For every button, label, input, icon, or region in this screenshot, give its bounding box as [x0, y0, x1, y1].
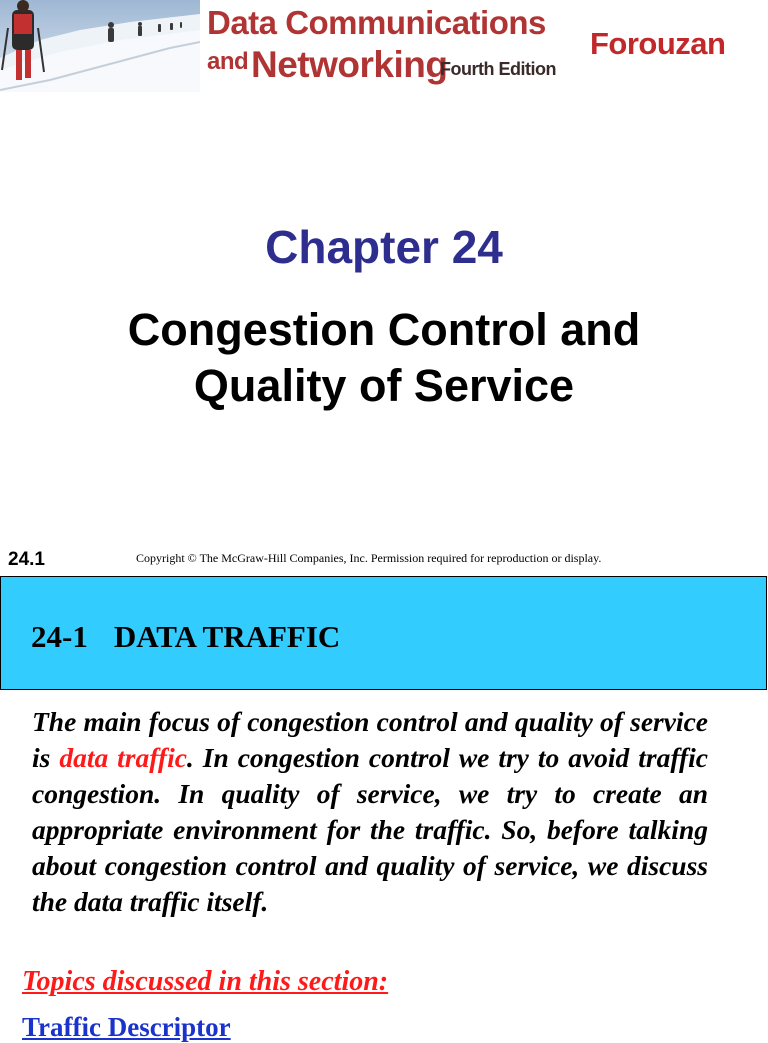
body-highlight: data traffic [59, 742, 187, 773]
chapter-title-line2: Quality of Service [193, 360, 575, 411]
banner-photo [0, 0, 200, 92]
book-title-networking: Networking [251, 44, 448, 85]
section-name: DATA TRAFFIC [113, 619, 341, 654]
body-text-end: . In congestion control we try to avoid traffic congestion. In quality of service, we try to create an appropriate environment for the traffic. So, before talking about congestion control and quality of service, we discuss the data traffic itself. [32, 742, 708, 917]
book-title-line1: Data Communications [207, 4, 546, 41]
book-edition: Fourth Edition [440, 59, 556, 79]
chapter-number: Chapter 24 [265, 221, 503, 273]
section-body [32, 704, 708, 920]
book-author: Forouzan [590, 26, 726, 61]
topic-link-traffic-descriptor[interactable]: Traffic Descriptor [22, 1012, 231, 1042]
chapter-title [0, 302, 768, 414]
section-header [0, 576, 767, 690]
slide-number: 24.1 [8, 549, 45, 570]
body-text-start: The main focus of congestion control and quality of service is [32, 706, 708, 773]
section-number: 24-1 [31, 619, 88, 654]
slide-section [0, 576, 768, 1042]
book-title-and: and [207, 48, 249, 75]
topics-heading: Topics discussed in this section: [22, 966, 389, 997]
section-title [31, 619, 340, 655]
chapter-title-line1: Congestion Control and [127, 304, 641, 355]
copyright-notice: Copyright © The McGraw-Hill Companies, Inc. Permission required for reproduction or display. [136, 551, 602, 565]
